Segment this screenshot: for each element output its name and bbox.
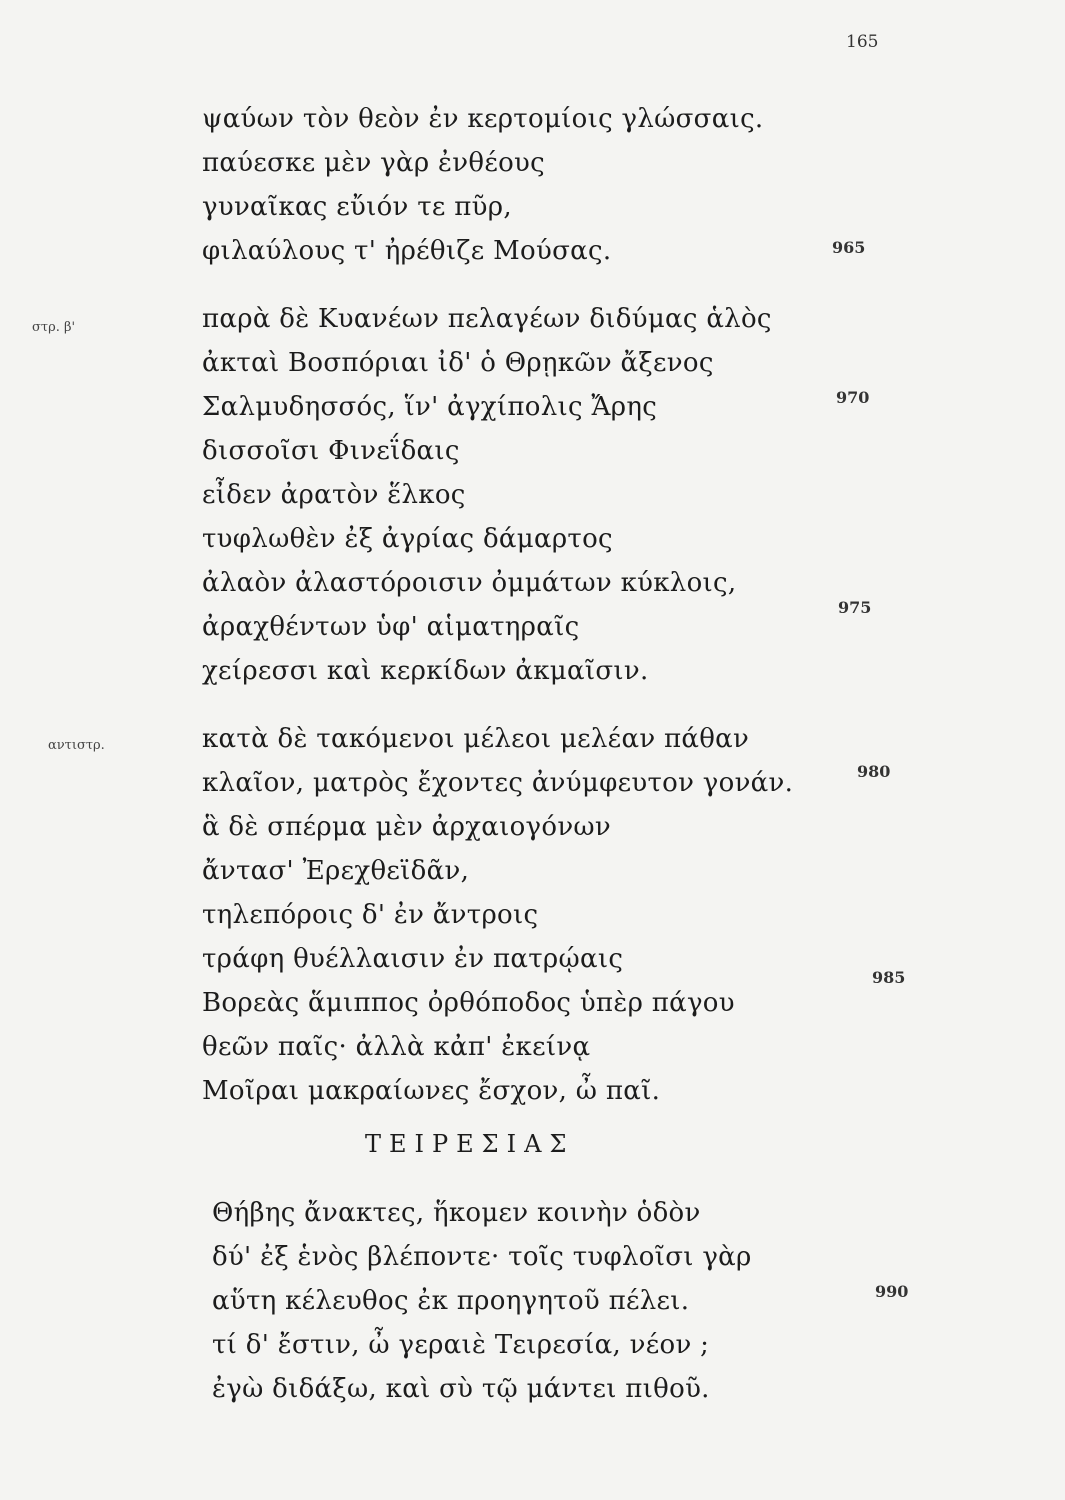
verse-line: τράφη θυέλλαισιν ἐν πατρῴαις [202,944,624,974]
antistrophe-label: αντιστρ. [48,738,105,753]
verse-line: Βορεὰς ἅμιππος ὀρθόποδος ὑπὲρ πάγου [202,988,735,1018]
verse-line: παρὰ δὲ Κυανέων πελαγέων διδύμας ἁλὸς [202,304,772,334]
verse-line: παύεσκε μὲν γὰρ ἐνθέους [202,148,546,178]
verse-line: Σαλμυδησσός, ἵν' ἀγχίπολις Ἄρης [202,392,658,422]
verse-line: ἀλαὸν ἀλαστόροισιν ὀμμάτων κύκλοις, [202,568,737,598]
verse-line: δισσοῖσι Φινεΐδαις [202,436,460,466]
verse-line: χείρεσσι καὶ κερκίδων ἀκμαῖσιν. [202,656,649,686]
verse-line: θεῶν παῖς· ἀλλὰ κἀπ' ἐκείνᾳ [202,1032,591,1062]
verse-line: ἐγὼ διδάξω, καὶ σὺ τῷ μάντει πιθοῦ. [212,1374,710,1404]
verse-line: τυφλωθὲν ἐξ ἀγρίας δάμαρτος [202,524,613,554]
verse-line: ψαύων τὸν θεὸν ἐν κερτομίοις γλώσσαις. [202,104,764,134]
page-number: 165 [846,32,879,52]
line-number: 970 [836,388,870,407]
verse-line: φιλαύλους τ' ἠρέθιζε Μούσας. [202,236,612,266]
line-number: 965 [832,238,866,257]
verse-line: ἃ δὲ σπέρμα μὲν ἀρχαιογόνων [202,812,612,842]
verse-line: εἶδεν ἀρατὸν ἕλκος [202,480,466,510]
verse-line: τί δ' ἔστιν, ὦ γεραιὲ Τειρεσία, νέον ; [212,1330,710,1360]
verse-line: ἀραχθέντων ὑφ' αἱματηραῖς [202,612,580,642]
line-number: 975 [838,598,872,617]
verse-line: δύ' ἐξ ἑνὸς βλέποντε· τοῖς τυφλοῖσι γὰρ [212,1242,752,1272]
verse-line: κατὰ δὲ τακόμενοι μέλεοι μελέαν πάθαν [202,724,750,754]
line-number: 980 [857,762,891,781]
verse-line: Θήβης ἄνακτες, ἥκομεν κοινὴν ὁδὸν [212,1198,701,1228]
verse-line: τηλεπόροις δ' ἐν ἄντροις [202,900,539,930]
speaker-heading: ΤΕΙΡΕΣΙΑΣ [365,1130,575,1158]
verse-line: γυναῖκας εὔιόν τε πῦρ, [202,192,512,222]
verse-line: Μοῖραι μακραίωνες ἔσχον, ὦ παῖ. [202,1076,661,1106]
line-number: 985 [872,968,906,987]
strophe-label: στρ. β' [32,320,76,335]
line-number: 990 [875,1282,909,1301]
verse-line: ἄντασ' Ἐρεχθεϊδᾶν, [202,856,470,886]
verse-line: ἀκταὶ Βοσπόριαι ἰδ' ὁ Θρῃκῶν ἄξενος [202,348,714,378]
verse-line: κλαῖον, ματρὸς ἔχοντες ἀνύμφευτον γονάν. [202,768,794,798]
verse-line: αὕτη κέλευθος ἐκ προηγητοῦ πέλει. [212,1286,690,1316]
